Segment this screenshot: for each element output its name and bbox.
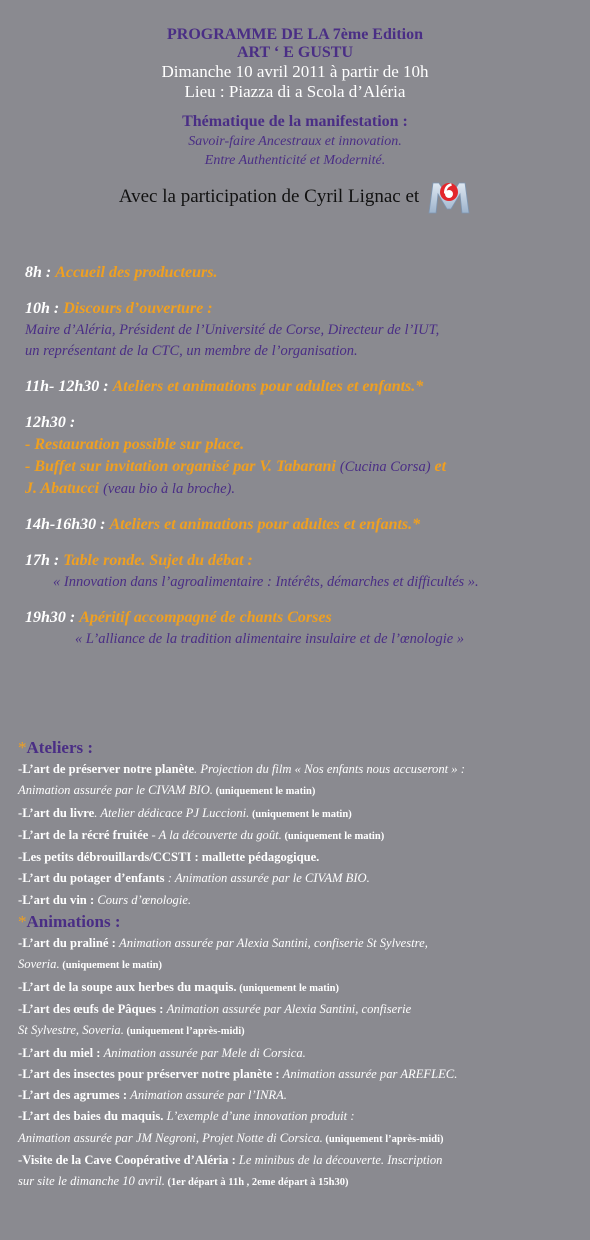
slot-time: 10h : (25, 300, 60, 317)
programme-title: PROGRAMME DE LA 7ème Edition (167, 26, 423, 43)
animation-item (18, 933, 583, 977)
animation-item-desc: Animation assurée par AREFLEC. (282, 1066, 458, 1081)
animation-item-name: -L’art des baies du maquis. (18, 1109, 167, 1124)
slot-10h (25, 298, 580, 362)
slot-desc: Maire d’Aléria, Président de l’Université de Corse, Directeur de l’IUT, (25, 322, 440, 338)
slot-desc: « L’alliance de la tradition alimentaire insulaire et de l’œnologie » (75, 631, 465, 647)
slot-time: 12h30 : (25, 414, 76, 431)
buffet-text: - Buffet sur invitation organisé par V. Tabarani (25, 458, 336, 475)
atelier-item-desc: . Atelier dédicace PJ Luccioni. (94, 805, 250, 820)
animation-item-desc: Animation assurée par Alexia Santini, confiserie St Sylvestre, (119, 936, 428, 951)
event-date: Dimanche 10 avril 2011 à partir de 10h (161, 62, 429, 81)
theme-line-1: Savoir-faire Ancestraux et innovation. (188, 134, 402, 149)
animation-item-desc: L’exemple d’une innovation produit : (166, 1109, 355, 1124)
animation-item-desc: Soveria. (18, 957, 60, 972)
animation-item-desc: Animation assurée par l’INRA. (130, 1088, 287, 1103)
animation-item-line (18, 977, 583, 999)
slot-19h30 (25, 607, 580, 650)
animation-item (18, 999, 583, 1043)
animation-item-line (18, 1064, 583, 1085)
buffet-org: (Cucina Corsa) (339, 459, 431, 475)
atelier-item (18, 803, 583, 825)
animation-item-name: -L’art des agrumes : (18, 1088, 131, 1103)
slot-title: Discours d’ouverture : (63, 300, 213, 317)
animation-item-line (18, 1106, 583, 1127)
animation-item-note: (uniquement l’après-midi) (123, 1026, 245, 1038)
slot-time: 14h-16h30 : (25, 516, 106, 533)
animation-item-line (18, 1128, 583, 1150)
animation-item-name: -L’art des insectes pour préserver notre planète : (18, 1066, 283, 1081)
atelier-item-line (18, 847, 583, 868)
animation-item (18, 1043, 583, 1064)
animation-item (18, 1106, 583, 1150)
atelier-item-desc: Cours d’œnologie. (97, 892, 192, 907)
notes (18, 737, 583, 1194)
buffet-and: et (434, 458, 447, 475)
slot-17h (25, 550, 580, 593)
animation-item-desc: Animation assurée par Alexia Santini, confiserie (166, 1001, 412, 1016)
atelier-item-line (18, 890, 583, 911)
schedule (25, 262, 580, 664)
slot-line: - Restauration possible sur place. (25, 436, 245, 453)
animations-list (18, 933, 583, 1194)
animation-item (18, 977, 583, 999)
header (0, 26, 590, 215)
atelier-item (18, 847, 583, 868)
slot-title: Table ronde. Sujet du débat : (63, 552, 253, 569)
ateliers-heading: *Ateliers : (18, 738, 94, 757)
animation-item-name: -L’art de la soupe aux herbes du maquis. (18, 979, 237, 994)
animation-item-line (18, 954, 583, 976)
slot-title: Accueil des producteurs. (55, 264, 218, 281)
animation-item-name: -L’art du praliné : (18, 936, 119, 951)
atelier-item-line (18, 825, 583, 847)
m6-logo (427, 179, 471, 215)
atelier-item-desc: : Animation assurée par le CIVAM BIO. (164, 871, 370, 886)
ateliers-list (18, 759, 583, 911)
atelier-item-name: -L’art de préserver notre planète (18, 762, 195, 776)
atelier-item (18, 759, 583, 803)
animation-item-desc: Animation assurée par JM Negroni, Projet Notte di Corsica. (18, 1130, 323, 1145)
animation-item-line (18, 1085, 583, 1106)
atelier-item-note: (uniquement le matin) (249, 808, 352, 820)
animation-item-desc: St Sylvestre, Soveria. (18, 1023, 124, 1038)
animation-item-line (18, 933, 583, 954)
animation-item-note: (uniquement l’après-midi) (322, 1133, 444, 1145)
event-name: ART ‘ E GUSTU (236, 44, 354, 61)
participation-line (0, 179, 590, 215)
atelier-item-desc: - A la découverte du goût. (148, 827, 282, 842)
animation-item-line (18, 999, 583, 1020)
atelier-item (18, 868, 583, 889)
slot-11h (25, 376, 580, 398)
animation-item-desc: sur site le dimanche 10 avril. (18, 1174, 165, 1189)
slot-desc: un représentant de la CTC, un membre de l’organisation. (25, 343, 358, 359)
atelier-item-note: (uniquement le matin) (281, 830, 385, 842)
animation-item-note: (1er départ à 11h , 2eme départ à 15h30) (164, 1177, 349, 1189)
slot-time: 19h30 : (25, 609, 76, 626)
slot-time: 17h : (25, 552, 60, 569)
theme-title: Thématique de la manifestation : (182, 113, 408, 130)
slot-14h (25, 514, 580, 536)
atelier-item-note: (uniquement le matin) (212, 786, 316, 798)
atelier-item (18, 890, 583, 911)
atelier-item-desc: . Projection du film « Nos enfants nous accuseront » : (194, 762, 465, 776)
slot-desc: « Innovation dans l’agroalimentaire : Intérêts, démarches et difficultés ». (53, 574, 479, 590)
slot-time: 11h- 12h30 : (25, 378, 109, 395)
animation-item (18, 1085, 583, 1106)
participation-text: Avec la participation de Cyril Lignac et (118, 186, 420, 207)
slot-title: Ateliers et animations pour adultes et enfants.* (109, 516, 421, 533)
animation-item-name: -L’art du miel : (18, 1045, 104, 1060)
abatucci-name: J. Abatucci (25, 480, 100, 497)
slot-title: Ateliers et animations pour adultes et enfants.* (112, 378, 424, 395)
m6-logo-graphic (427, 179, 471, 215)
atelier-item-desc: Animation assurée par le CIVAM BIO. (18, 783, 213, 798)
event-place: Lieu : Piazza di a Scola d’Aléria (184, 82, 406, 101)
slot-time: 8h : (25, 264, 52, 281)
animation-item-line (18, 1150, 583, 1171)
animation-item-name: -Visite de la Cave Coopérative d’Aléria : (18, 1153, 239, 1168)
animation-item-note: (uniquement le matin) (59, 960, 162, 972)
atelier-item (18, 825, 583, 847)
slot-12h30 (25, 412, 580, 500)
abatucci-desc: (veau bio à la broche). (103, 481, 236, 497)
atelier-item-line (18, 780, 583, 802)
animations-heading: *Animations : (18, 912, 121, 932)
slot-title: Apéritif accompagné de chants Corses (79, 609, 332, 626)
atelier-item-name: -L’art du livre (18, 805, 95, 820)
atelier-item-name: -L’art de la récré fruitée (18, 827, 149, 842)
animation-item-name: -L’art des œufs de Pâques : (18, 1001, 167, 1016)
animation-item-desc: Le minibus de la découverte. Inscription (238, 1153, 443, 1168)
animation-item (18, 1064, 583, 1085)
atelier-item-name: -Les petits débrouillards/CCSTI : mallette pédagogique. (18, 850, 320, 865)
atelier-item-line (18, 803, 583, 825)
animation-item-line (18, 1020, 583, 1042)
atelier-item-line (18, 759, 583, 780)
atelier-item-name: -L’art du vin : (18, 892, 98, 907)
theme-line-2: Entre Authenticité et Modernité. (204, 153, 386, 168)
slot-8h (25, 262, 580, 284)
animation-item-line (18, 1043, 583, 1064)
animation-item-desc: Animation assurée par Mele di Corsica. (103, 1045, 306, 1060)
animation-item-note: (uniquement le matin) (236, 982, 339, 994)
atelier-item-line (18, 868, 583, 889)
animation-item-line (18, 1171, 583, 1193)
atelier-item-name: -L’art du potager d’enfants (18, 871, 165, 886)
animation-item (18, 1150, 583, 1194)
